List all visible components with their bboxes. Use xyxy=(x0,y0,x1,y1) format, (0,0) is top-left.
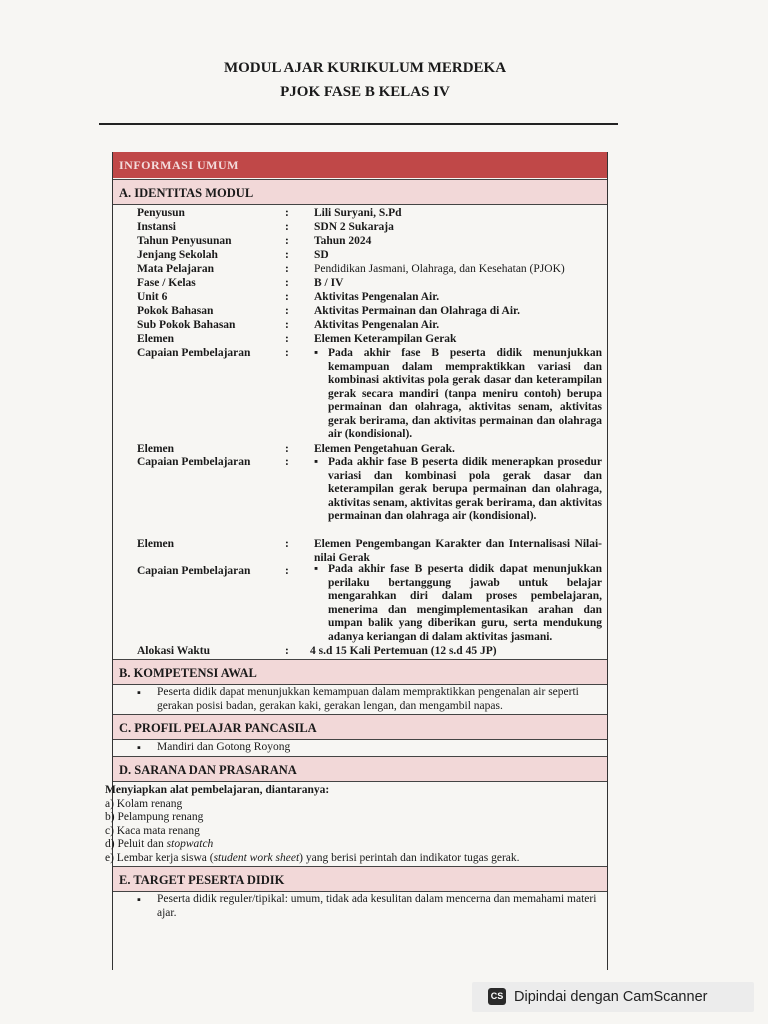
identity-label: Sub Pokok Bahasan xyxy=(137,319,236,331)
document-title: MODUL AJAR KURIKULUM MERDEKA xyxy=(223,60,507,76)
info-umum-header: INFORMASI UMUM xyxy=(113,152,607,178)
section-d-header: D. SARANA DAN PRASARANA xyxy=(113,756,607,782)
identity-label: Capaian Pembelajaran xyxy=(137,456,251,468)
kompetensi-awal-text: Peserta didik dapat menunjukkan kemampuan dalam mempraktikkan pengenalan air seperti gerakan posisi badan, gerakan kaki, gerakan lengan, dan mengambil napas. xyxy=(157,686,579,712)
identity-value: Pendidikan Jasmani, Olahraga, dan Kesehatan (PJOK) xyxy=(314,263,565,275)
sarana-item: a) Kolam renang xyxy=(105,798,183,810)
sarana-item: e) Lembar kerja siswa (student work sheet) yang berisi perintah dan indikator tugas gerak. xyxy=(105,852,520,864)
identity-colon: : xyxy=(285,277,289,289)
capaian-text-2: ▪ Pada akhir fase B peserta didik menerapkan prosedur variasi dan kombinasi pola gerak dasar dan keterampilan gerak berupa permainan dan olahraga, aktivitas senam, aktivitas gerak berirama, dan aktivitas permainan dan olahraga air (kondisional). xyxy=(314,456,602,522)
identity-value: Aktivitas Pengenalan Air. xyxy=(314,319,440,331)
identity-value: 4 s.d 15 Kali Pertemuan (12 s.d 45 JP) xyxy=(310,645,497,657)
sarana-item: c) Kaca mata renang xyxy=(105,825,200,837)
identity-colon: : xyxy=(285,263,289,275)
identity-label: Elemen xyxy=(137,538,175,550)
identity-colon: : xyxy=(285,347,289,359)
elemen-3-value: Elemen Pengembangan Karakter dan Internalisasi Nilai- nilai Gerak xyxy=(314,538,602,564)
identity-label: Pokok Bahasan xyxy=(137,305,214,317)
section-e-header: E. TARGET PESERTA DIDIK xyxy=(113,866,607,892)
identity-label: Capaian Pembelajaran xyxy=(137,347,251,359)
identity-colon: : xyxy=(285,291,289,303)
identity-value: Aktivitas Pengenalan Air. xyxy=(314,291,440,303)
identity-colon: : xyxy=(285,319,289,331)
identity-value: B / IV xyxy=(314,277,344,289)
identity-colon: : xyxy=(285,456,289,468)
identity-colon: : xyxy=(285,538,289,550)
identity-label: Unit 6 xyxy=(137,291,168,303)
identity-label: Instansi xyxy=(137,221,176,233)
identity-colon: : xyxy=(285,565,289,577)
module-table xyxy=(105,152,608,970)
bullet-icon: ▪ xyxy=(314,347,319,359)
identity-value: SD xyxy=(314,249,329,261)
target-text: Peserta didik reguler/tipikal: umum, tidak ada kesulitan dalam mencerna dan memahami materi ajar. xyxy=(157,893,597,919)
identity-colon: : xyxy=(285,333,289,345)
identity-label: Fase / Kelas xyxy=(137,277,196,289)
bullet-icon: ▪ xyxy=(137,894,141,906)
bullet-icon: ▪ xyxy=(314,563,319,575)
section-c-header: C. PROFIL PELAJAR PANCASILA xyxy=(113,714,607,740)
identity-label: Tahun Penyusunan xyxy=(137,235,232,247)
bullet-icon: ▪ xyxy=(137,742,141,754)
identity-value: Tahun 2024 xyxy=(314,235,372,247)
identity-label: Jenjang Sekolah xyxy=(137,249,218,261)
identity-label: Penyusun xyxy=(137,207,185,219)
identity-colon: : xyxy=(285,221,289,233)
sarana-item: b) Pelampung renang xyxy=(105,811,204,823)
identity-colon: : xyxy=(285,443,289,455)
sarana-intro: Menyiapkan alat pembelajaran, diantaranya: xyxy=(105,784,330,796)
identity-label: Mata Pelajaran xyxy=(137,263,214,275)
capaian-text-1: ▪ Pada akhir fase B peserta didik menunjukkan kemampuan dalam mempraktikkan variasi dan kombinasi aktivitas pola gerak dasar dan keterampilan gerak secara mandiri (tanpa meniru contoh) berupa permainan dan olahraga, aktivitas senam, aktivitas gerak berirama, dan aktivitas permainan dan olahraga air (kondisional). xyxy=(314,347,602,440)
section-b-header: B. KOMPETENSI AWAL xyxy=(113,659,607,685)
identity-colon: : xyxy=(285,645,289,657)
identity-label: Capaian Pembelajaran xyxy=(137,565,251,577)
profil-text: Mandiri dan Gotong Royong xyxy=(157,741,291,753)
camscanner-watermark xyxy=(472,982,754,1012)
identity-label: Elemen xyxy=(137,443,175,455)
identity-label: Alokasi Waktu xyxy=(137,645,210,657)
identity-value: Aktivitas Permainan dan Olahraga di Air. xyxy=(314,305,520,317)
identity-label: Elemen xyxy=(137,333,175,345)
sarana-item: d) Peluit dan stopwatch xyxy=(105,838,214,850)
identity-value: Elemen Pengetahuan Gerak. xyxy=(314,443,455,455)
identity-value: Elemen Keterampilan Gerak xyxy=(314,333,457,345)
watermark-text: Dipindai dengan CamScanner xyxy=(514,989,708,1005)
header-divider xyxy=(99,123,618,125)
identity-value: Lili Suryani, S.Pd xyxy=(314,207,402,219)
camscanner-logo-icon: CS xyxy=(488,988,506,1005)
bullet-icon: ▪ xyxy=(314,456,319,468)
capaian-text-3: ▪ Pada akhir fase B peserta didik dapat menunjukkan perilaku bertanggung jawab untuk belajar mengarahkan diri dalam proses pembelajaran, menerima dan mengimplementasikan arahan dan umpan balik yang diberikan guru, serta mendukung adanya keriangan di dalam aktivitas jasmani. xyxy=(314,563,602,643)
bullet-icon: ▪ xyxy=(137,687,141,699)
identity-colon: : xyxy=(285,305,289,317)
section-a-header: A. IDENTITAS MODUL xyxy=(113,179,607,205)
identity-colon: : xyxy=(285,249,289,261)
document-subtitle: PJOK FASE B KELAS IV xyxy=(280,84,450,100)
identity-colon: : xyxy=(285,235,289,247)
identity-colon: : xyxy=(285,207,289,219)
identity-value: SDN 2 Sukaraja xyxy=(314,221,394,233)
